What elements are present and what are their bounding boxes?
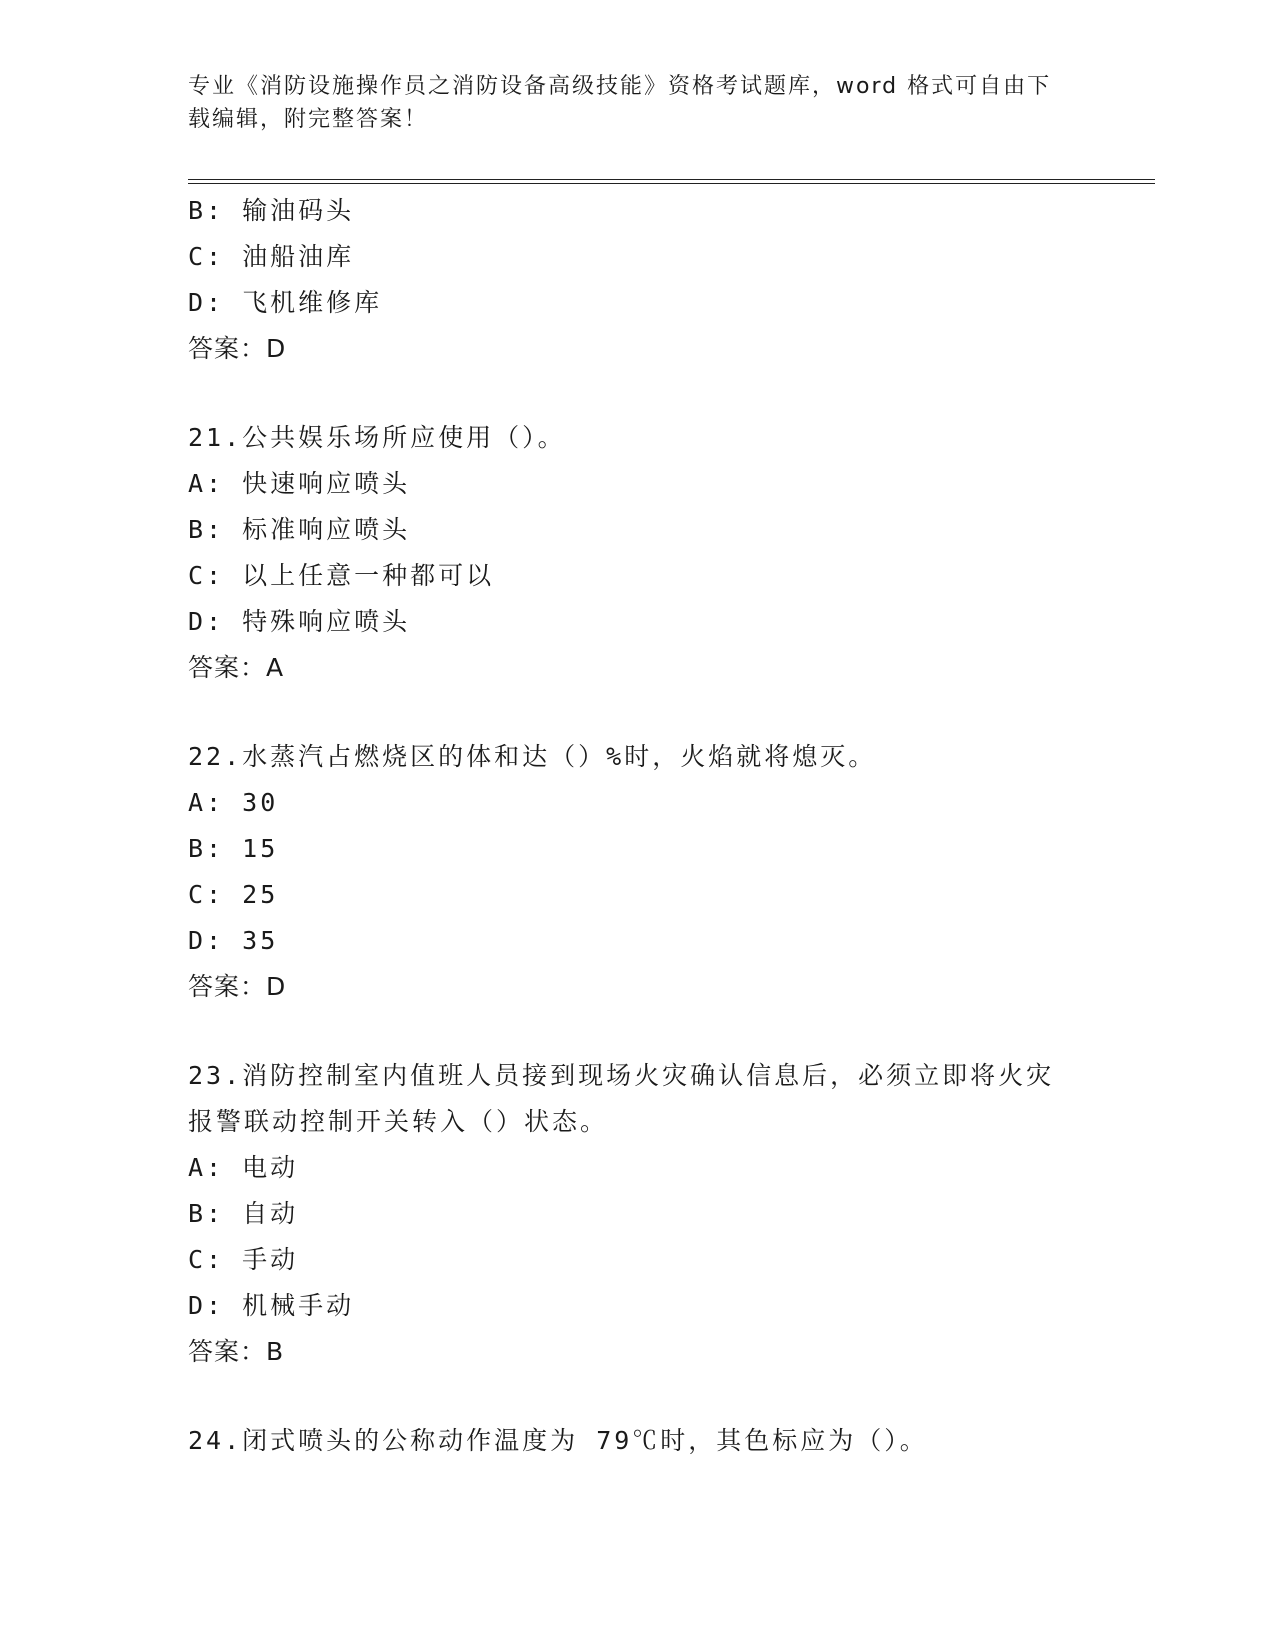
option-a: A: 快速响应喷头 [188, 469, 411, 498]
option-b: B: 标准响应喷头 [188, 515, 411, 544]
option-d: D: 特殊响应喷头 [188, 607, 411, 636]
question-block-20 [188, 188, 1088, 372]
question-text-line-1: 23.消防控制室内值班人员接到现场火灾确认信息后，必须立即将火灾 [188, 1061, 1055, 1090]
question-block-23 [188, 1053, 1088, 1375]
question-text: 22.水蒸汽占燃烧区的体和达（）%时，火焰就将熄灭。 [188, 742, 877, 771]
answer: 答案：D [188, 972, 287, 1001]
question-block-24 [188, 1418, 1088, 1464]
question-text: 24.闭式喷头的公称动作温度为 79℃时，其色标应为（）。 [188, 1426, 928, 1455]
option-d: D: 飞机维修库 [188, 288, 383, 317]
option-c: C: 25 [188, 880, 279, 909]
option-c: C: 手动 [188, 1245, 299, 1274]
answer: 答案：D [188, 334, 287, 363]
option-c: C: 以上任意一种都可以 [188, 561, 495, 590]
question-content [188, 188, 1088, 1464]
option-a: A: 30 [188, 788, 279, 817]
option-c: C: 油船油库 [188, 242, 355, 271]
header-divider-top [188, 179, 1155, 180]
header-line-1: 专业《消防设施操作员之消防设备高级技能》资格考试题库，word 格式可自由下 [188, 74, 1052, 99]
question-text-line-2: 报警联动控制开关转入（）状态。 [188, 1107, 609, 1136]
answer: 答案：B [188, 1337, 285, 1366]
option-b: B: 输油码头 [188, 196, 355, 225]
option-d: D: 机械手动 [188, 1291, 355, 1320]
option-d: D: 35 [188, 926, 279, 955]
header-line-2: 载编辑，附完整答案！ [188, 107, 429, 132]
question-block-21 [188, 415, 1088, 691]
document-header [188, 70, 1088, 136]
header-divider-bottom [188, 183, 1155, 184]
question-block-22 [188, 734, 1088, 1010]
answer: 答案：A [188, 653, 285, 682]
option-a: A: 电动 [188, 1153, 299, 1182]
option-b: B: 自动 [188, 1199, 299, 1228]
option-b: B: 15 [188, 834, 279, 863]
question-text: 21.公共娱乐场所应使用（）。 [188, 423, 566, 452]
